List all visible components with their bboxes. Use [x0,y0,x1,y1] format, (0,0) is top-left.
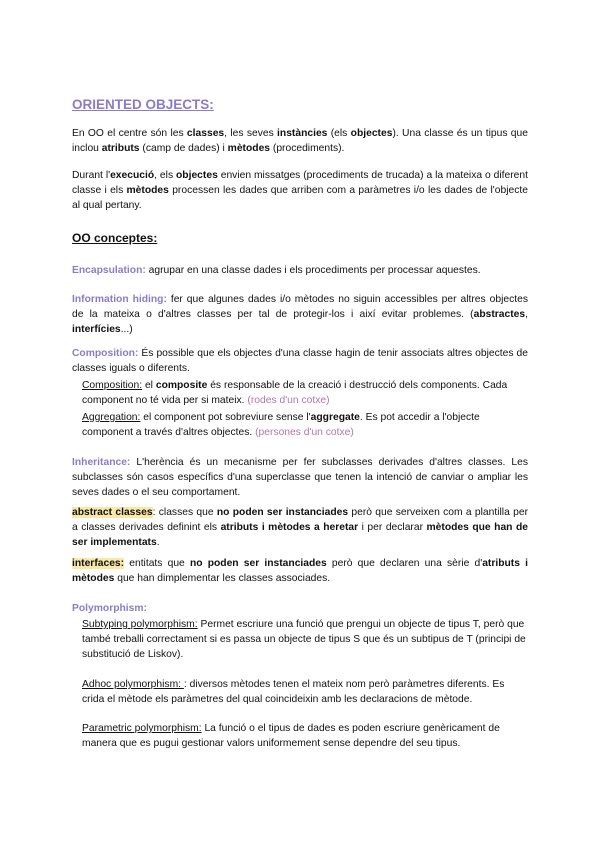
intro-paragraph-1 [72,126,528,156]
information-hiding-paragraph [72,292,528,337]
text: que han dimplementar les classes associades. [114,573,331,584]
text: agrupar en una classe dades i els procediments per processar aquestes. [145,265,481,276]
inheritance-paragraph [72,455,528,500]
text: però que declaren una sèrie d' [326,558,483,569]
polymorphism-heading [72,601,528,616]
aggregation-subitem [82,410,526,440]
text: envien missatges (procediments de trucada) a la mateixa o diferent classe i els [72,170,528,196]
text: fer que algunes dades i/o mètodes no siguin accessibles per altres objectes de la mateixa o d'altres classes per tal de protegir-los i així evitar problemes. ( [72,294,528,320]
text: L'herència és un mecanisme per fer subclasses derivades d'altres classes. Les subclasses són casos específics d'una superclasse que tenen la intenció de canviar o ampliar les seves dades o el seu comportament. [72,457,528,498]
text: el [142,380,156,391]
term-label: Composition: [72,348,139,359]
text: , les seves [224,128,278,139]
example-text: (rodes d'un cotxe) [247,395,330,406]
bold-term: aggregate [310,412,360,423]
bold-term: mètodes que han de ser implementats [72,522,528,548]
text: (camp de dades) i [139,143,228,154]
text: En OO el centre són les [72,128,187,139]
bold-term: interfícies [72,324,121,335]
text: processen les dades que arriben com a paràmetres i/o les dades de l'objecte al qual pertany. [72,185,528,211]
sub-label: Composition: [82,380,143,391]
example-text: (persones d'un cotxe) [255,427,354,438]
highlighted-term: abstract classes [72,507,153,518]
bold-term: atributs [101,143,140,154]
text: el component pot sobreviure sense l' [140,412,311,423]
bold-term: composite [155,380,208,391]
text: (procediments). [270,143,345,154]
subtyping-subitem [82,617,526,662]
term-label: Information hiding: [72,294,167,305]
composition-subitem [82,378,526,408]
page-title: ORIENTED OBJECTS: [72,97,214,112]
parametric-subitem [82,721,526,751]
text: : classes que [152,507,217,518]
text: és responsable de la creació i destrucció dels components. Cada component no té vida per si mateix. [82,380,508,406]
text: Permet escriure una funció que prengui un objecte de tipus T, però que també treballi correctament si es passa un objecte de tipus S que és un subtipus de T (principi de substitució de Liskov). [82,619,526,660]
text: ...) [120,324,133,335]
bold-term: abstractes [473,309,526,320]
text: La funció o el tipus de dades es poden escriure genèricament de manera que es pugui gestionar valors uniformement sense dependre del seu tipus. [82,723,500,749]
bold-term: atributs i mètodes a heretar [220,522,359,533]
term-label: Polymorphism: [72,603,147,614]
bold-term: no poden ser instanciades [189,558,327,569]
sub-label: Aggregation: [82,412,141,423]
bold-term: classes [186,128,225,139]
highlighted-term: interfaces: [72,558,125,569]
bold-term: mètodes [227,143,271,154]
bold-term: mètodes [126,185,169,196]
text: ). Una classe és un tipus que inclou [72,128,528,154]
sub-label: Parametric polymorphism: [82,723,202,734]
bold-term: execució [110,170,155,181]
section-heading: OO conceptes: [72,231,158,245]
abstract-classes-paragraph [72,505,528,550]
adhoc-subitem [82,677,526,707]
interfaces-paragraph [72,556,528,586]
encapsulation-paragraph [72,263,528,278]
text: (els [327,128,351,139]
composition-paragraph [72,346,528,376]
term-label: Encapsulation: [72,265,146,276]
intro-paragraph-2 [72,168,528,213]
text: És possible que els objectes d'una classe hagin de tenir associats altres objectes de classes iguals o diferents. [72,348,528,374]
text: , [525,309,528,320]
sub-label: Adhoc polymorphism: [82,679,184,690]
text: entitats que [124,558,190,569]
text: però que serveixen com a plantilla per a classes derivades definint els [72,507,528,533]
text: . [156,537,160,548]
text: , els [154,170,177,181]
bold-term: no poden ser instanciades [216,507,349,518]
bold-term: objectes [176,170,218,181]
text: : diversos mètodes tenen el mateix nom però paràmetres diferents. Es crida el mètode els paràmetres del qual coincideixin amb les declaracions de mètode. [82,679,505,705]
term-label: Inheritance: [72,457,131,468]
text: . Es pot accedir a l'objecte component a través d'altres objectes. [82,412,480,438]
text: Durant l' [72,170,111,181]
bold-term: atributs i mètodes [72,558,528,584]
text: i per declarar [358,522,427,533]
bold-term: instàncies [277,128,328,139]
sub-label: Subtyping polymorphism: [82,619,198,630]
bold-term: objectes [350,128,393,139]
